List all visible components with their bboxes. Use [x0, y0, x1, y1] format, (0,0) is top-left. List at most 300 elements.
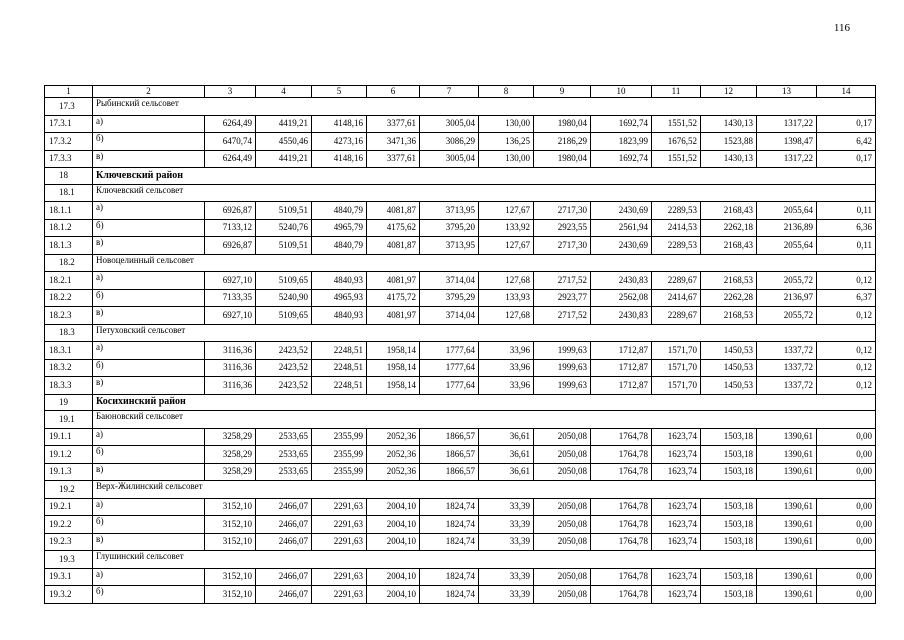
value-cell: 0,12 [817, 272, 876, 290]
value-cell: 1980,04 [534, 115, 591, 133]
value-cell: 4840,79 [312, 237, 367, 255]
value-cell: 1999,63 [534, 342, 591, 360]
value-cell: 4175,72 [367, 289, 420, 307]
value-cell: 5109,65 [256, 272, 312, 290]
value-cell: 2533,65 [256, 428, 312, 446]
value-cell: 33,39 [479, 533, 534, 551]
value-cell: 2717,30 [534, 237, 591, 255]
value-cell: 2291,63 [312, 498, 367, 516]
value-cell: 2355,99 [312, 446, 367, 464]
value-cell: 2289,53 [652, 237, 701, 255]
row-variant-label: б) [93, 446, 205, 464]
value-cell: 2414,67 [652, 289, 701, 307]
header-cell: 7 [420, 86, 479, 98]
value-cell: 36,61 [479, 463, 534, 481]
value-cell: 6,36 [817, 219, 876, 237]
value-cell: 2291,63 [312, 586, 367, 604]
value-cell: 0,17 [817, 115, 876, 133]
value-cell: 0,00 [817, 428, 876, 446]
value-cell: 1764,78 [591, 463, 652, 481]
data-table [44, 85, 876, 604]
subdivision-title: Ключевский сельсовет [93, 184, 876, 202]
value-cell: 5109,65 [256, 307, 312, 325]
value-cell: 7133,12 [205, 219, 256, 237]
value-cell: 1676,52 [652, 133, 701, 151]
value-cell: 2004,10 [367, 586, 420, 604]
value-cell: 3005,04 [420, 115, 479, 133]
value-cell: 0,12 [817, 307, 876, 325]
value-cell: 2291,63 [312, 568, 367, 586]
value-cell: 2291,63 [312, 533, 367, 551]
value-cell: 2050,08 [534, 498, 591, 516]
value-cell: 0,00 [817, 463, 876, 481]
value-cell: 2248,51 [312, 342, 367, 360]
row-id: 17.3.2 [45, 133, 93, 151]
value-cell: 2050,08 [534, 446, 591, 464]
table-row [45, 289, 876, 307]
value-cell: 3377,61 [367, 150, 420, 168]
value-cell: 3116,36 [205, 359, 256, 377]
value-cell: 3005,04 [420, 150, 479, 168]
value-cell: 2923,77 [534, 289, 591, 307]
row-id: 18.2 [45, 254, 93, 272]
value-cell: 5240,76 [256, 219, 312, 237]
subdivision-row [45, 184, 876, 202]
value-cell: 6264,49 [205, 115, 256, 133]
value-cell: 1390,61 [757, 586, 817, 604]
value-cell: 33,96 [479, 342, 534, 360]
value-cell: 1503,18 [701, 533, 757, 551]
value-cell: 2055,64 [757, 237, 817, 255]
value-cell: 2052,36 [367, 463, 420, 481]
value-cell: 2430,83 [591, 272, 652, 290]
value-cell: 2466,07 [256, 516, 312, 534]
subdivision-row [45, 411, 876, 429]
value-cell: 1623,74 [652, 516, 701, 534]
value-cell: 3152,10 [205, 533, 256, 551]
value-cell: 130,00 [479, 115, 534, 133]
value-cell: 1980,04 [534, 150, 591, 168]
table-row [45, 516, 876, 534]
value-cell: 1337,72 [757, 359, 817, 377]
value-cell: 6927,10 [205, 272, 256, 290]
value-cell: 3258,29 [205, 446, 256, 464]
value-cell: 1503,18 [701, 463, 757, 481]
subdivision-title: Новоцелинный сельсовет [93, 254, 876, 272]
row-id: 19.3.2 [45, 586, 93, 604]
value-cell: 4550,46 [256, 133, 312, 151]
row-id: 19.3 [45, 551, 93, 569]
value-cell: 127,67 [479, 202, 534, 220]
value-cell: 2430,69 [591, 237, 652, 255]
value-cell: 0,00 [817, 533, 876, 551]
value-cell: 2466,07 [256, 568, 312, 586]
value-cell: 1764,78 [591, 428, 652, 446]
value-cell: 133,92 [479, 219, 534, 237]
row-id: 18.1.3 [45, 237, 93, 255]
value-cell: 3714,04 [420, 272, 479, 290]
row-variant-label: в) [93, 377, 205, 395]
value-cell: 4965,93 [312, 289, 367, 307]
value-cell: 1824,74 [420, 586, 479, 604]
value-cell: 1866,57 [420, 463, 479, 481]
value-cell: 1999,63 [534, 359, 591, 377]
subdivision-title: Баюновский сельсовет [93, 411, 876, 429]
value-cell: 2168,53 [701, 307, 757, 325]
value-cell: 1958,14 [367, 342, 420, 360]
value-cell: 2430,69 [591, 202, 652, 220]
value-cell: 2050,08 [534, 586, 591, 604]
value-cell: 2004,10 [367, 498, 420, 516]
value-cell: 133,93 [479, 289, 534, 307]
value-cell: 2055,72 [757, 272, 817, 290]
value-cell: 1571,70 [652, 377, 701, 395]
value-cell: 5109,51 [256, 202, 312, 220]
subdivision-row [45, 324, 876, 342]
row-id: 18.3.3 [45, 377, 93, 395]
value-cell: 127,67 [479, 237, 534, 255]
value-cell: 2168,53 [701, 272, 757, 290]
value-cell: 6926,87 [205, 237, 256, 255]
row-variant-label: в) [93, 150, 205, 168]
value-cell: 1390,61 [757, 463, 817, 481]
table-row [45, 359, 876, 377]
value-cell: 2423,52 [256, 359, 312, 377]
value-cell: 0,11 [817, 237, 876, 255]
row-id: 19.1 [45, 411, 93, 429]
row-variant-label: а) [93, 272, 205, 290]
value-cell: 2050,08 [534, 516, 591, 534]
value-cell: 3258,29 [205, 463, 256, 481]
value-cell: 1712,87 [591, 377, 652, 395]
value-cell: 1764,78 [591, 446, 652, 464]
value-cell: 4148,16 [312, 150, 367, 168]
row-id: 19.2.1 [45, 498, 93, 516]
header-cell: 2 [93, 86, 205, 98]
value-cell: 2414,53 [652, 219, 701, 237]
value-cell: 2050,08 [534, 568, 591, 586]
value-cell: 0,00 [817, 516, 876, 534]
value-cell: 2262,18 [701, 219, 757, 237]
value-cell: 33,39 [479, 586, 534, 604]
value-cell: 1337,72 [757, 377, 817, 395]
row-id: 19 [45, 394, 93, 411]
row-variant-label: б) [93, 289, 205, 307]
row-id: 18.1.1 [45, 202, 93, 220]
value-cell: 1390,61 [757, 568, 817, 586]
row-id: 19.1.1 [45, 428, 93, 446]
value-cell: 2289,67 [652, 272, 701, 290]
header-cell: 10 [591, 86, 652, 98]
value-cell: 2289,67 [652, 307, 701, 325]
row-variant-label: а) [93, 342, 205, 360]
table-row [45, 219, 876, 237]
value-cell: 2561,94 [591, 219, 652, 237]
value-cell: 0,12 [817, 342, 876, 360]
value-cell: 33,39 [479, 498, 534, 516]
table-row [45, 568, 876, 586]
value-cell: 1824,74 [420, 498, 479, 516]
page-number: 116 [833, 22, 850, 34]
value-cell: 2466,07 [256, 498, 312, 516]
subdivision-title: Верх-Жилинский сельсовет [93, 481, 876, 499]
value-cell: 1450,53 [701, 377, 757, 395]
table-row [45, 272, 876, 290]
value-cell: 136,25 [479, 133, 534, 151]
value-cell: 2533,65 [256, 446, 312, 464]
district-title: Ключевский район [93, 168, 876, 185]
row-id: 18.1 [45, 184, 93, 202]
value-cell: 3152,10 [205, 516, 256, 534]
row-variant-label: в) [93, 237, 205, 255]
table-row [45, 428, 876, 446]
value-cell: 1390,61 [757, 446, 817, 464]
value-cell: 1503,18 [701, 498, 757, 516]
value-cell: 4081,87 [367, 202, 420, 220]
value-cell: 1571,70 [652, 342, 701, 360]
value-cell: 4273,16 [312, 133, 367, 151]
value-cell: 4419,21 [256, 115, 312, 133]
value-cell: 3152,10 [205, 568, 256, 586]
value-cell: 1777,64 [420, 342, 479, 360]
row-id: 19.1.2 [45, 446, 93, 464]
value-cell: 0,00 [817, 586, 876, 604]
subdivision-row [45, 254, 876, 272]
value-cell: 3713,95 [420, 237, 479, 255]
row-variant-label: б) [93, 133, 205, 151]
value-cell: 1390,61 [757, 428, 817, 446]
value-cell: 1337,72 [757, 342, 817, 360]
value-cell: 1764,78 [591, 586, 652, 604]
value-cell: 1824,74 [420, 516, 479, 534]
value-cell: 1764,78 [591, 516, 652, 534]
value-cell: 2004,10 [367, 516, 420, 534]
value-cell: 1712,87 [591, 359, 652, 377]
header-cell: 3 [205, 86, 256, 98]
table-row [45, 533, 876, 551]
subdivision-row [45, 98, 876, 116]
row-id: 18.2.3 [45, 307, 93, 325]
value-cell: 2423,52 [256, 342, 312, 360]
value-cell: 1623,74 [652, 428, 701, 446]
value-cell: 2055,72 [757, 307, 817, 325]
row-variant-label: б) [93, 586, 205, 604]
row-id: 19.2.2 [45, 516, 93, 534]
table-row [45, 342, 876, 360]
row-variant-label: в) [93, 463, 205, 481]
row-id: 18.1.2 [45, 219, 93, 237]
header-cell: 6 [367, 86, 420, 98]
row-id: 17.3 [45, 98, 93, 116]
value-cell: 4175,62 [367, 219, 420, 237]
value-cell: 1692,74 [591, 150, 652, 168]
value-cell: 2050,08 [534, 428, 591, 446]
value-cell: 3713,95 [420, 202, 479, 220]
value-cell: 2004,10 [367, 568, 420, 586]
value-cell: 3377,61 [367, 115, 420, 133]
value-cell: 3795,20 [420, 219, 479, 237]
value-cell: 1692,74 [591, 115, 652, 133]
value-cell: 1824,74 [420, 568, 479, 586]
value-cell: 36,61 [479, 428, 534, 446]
value-cell: 2430,83 [591, 307, 652, 325]
value-cell: 1430,13 [701, 115, 757, 133]
value-cell: 1390,61 [757, 498, 817, 516]
value-cell: 1712,87 [591, 342, 652, 360]
value-cell: 1503,18 [701, 428, 757, 446]
value-cell: 1764,78 [591, 498, 652, 516]
value-cell: 6,42 [817, 133, 876, 151]
value-cell: 127,68 [479, 272, 534, 290]
value-cell: 2055,64 [757, 202, 817, 220]
value-cell: 2533,65 [256, 463, 312, 481]
value-cell: 1390,61 [757, 516, 817, 534]
value-cell: 2717,30 [534, 202, 591, 220]
header-cell: 8 [479, 86, 534, 98]
value-cell: 1503,18 [701, 516, 757, 534]
value-cell: 3471,36 [367, 133, 420, 151]
row-id: 17.3.1 [45, 115, 93, 133]
value-cell: 2168,43 [701, 202, 757, 220]
value-cell: 2248,51 [312, 377, 367, 395]
value-cell: 1823,99 [591, 133, 652, 151]
value-cell: 0,00 [817, 498, 876, 516]
value-cell: 0,12 [817, 359, 876, 377]
row-variant-label: а) [93, 498, 205, 516]
row-id: 19.3.1 [45, 568, 93, 586]
value-cell: 33,39 [479, 516, 534, 534]
subdivision-title: Глушинский сельсовет [93, 551, 876, 569]
value-cell: 0,00 [817, 568, 876, 586]
value-cell: 4081,87 [367, 237, 420, 255]
value-cell: 2186,29 [534, 133, 591, 151]
value-cell: 1777,64 [420, 377, 479, 395]
value-cell: 4840,93 [312, 272, 367, 290]
row-variant-label: б) [93, 219, 205, 237]
header-row [45, 86, 876, 98]
value-cell: 36,61 [479, 446, 534, 464]
value-cell: 1824,74 [420, 533, 479, 551]
value-cell: 1623,74 [652, 463, 701, 481]
value-cell: 4840,93 [312, 307, 367, 325]
value-cell: 2717,52 [534, 307, 591, 325]
value-cell: 3152,10 [205, 498, 256, 516]
table-row [45, 237, 876, 255]
value-cell: 2423,52 [256, 377, 312, 395]
value-cell: 1764,78 [591, 533, 652, 551]
table-row [45, 115, 876, 133]
header-cell: 12 [701, 86, 757, 98]
value-cell: 3714,04 [420, 307, 479, 325]
value-cell: 1503,18 [701, 446, 757, 464]
row-id: 19.2 [45, 481, 93, 499]
value-cell: 1623,74 [652, 446, 701, 464]
row-id: 18.2.2 [45, 289, 93, 307]
value-cell: 2052,36 [367, 428, 420, 446]
value-cell: 0,11 [817, 202, 876, 220]
header-cell: 11 [652, 86, 701, 98]
header-cell: 9 [534, 86, 591, 98]
value-cell: 2355,99 [312, 428, 367, 446]
value-cell: 1571,70 [652, 359, 701, 377]
value-cell: 130,00 [479, 150, 534, 168]
value-cell: 2052,36 [367, 446, 420, 464]
value-cell: 1623,74 [652, 533, 701, 551]
table-row [45, 150, 876, 168]
value-cell: 1390,61 [757, 533, 817, 551]
value-cell: 2050,08 [534, 533, 591, 551]
header-cell: 1 [45, 86, 93, 98]
row-variant-label: в) [93, 307, 205, 325]
value-cell: 127,68 [479, 307, 534, 325]
value-cell: 4081,97 [367, 272, 420, 290]
row-id: 19.1.3 [45, 463, 93, 481]
subdivision-row [45, 481, 876, 499]
value-cell: 33,96 [479, 359, 534, 377]
value-cell: 33,39 [479, 568, 534, 586]
value-cell: 2562,08 [591, 289, 652, 307]
row-variant-label: а) [93, 428, 205, 446]
row-id: 18.3.2 [45, 359, 93, 377]
header-cell: 13 [757, 86, 817, 98]
row-variant-label: а) [93, 202, 205, 220]
table-row [45, 202, 876, 220]
subdivision-row [45, 551, 876, 569]
value-cell: 5240,90 [256, 289, 312, 307]
row-id: 18.3 [45, 324, 93, 342]
value-cell: 4840,79 [312, 202, 367, 220]
row-variant-label: а) [93, 115, 205, 133]
table-row [45, 133, 876, 151]
value-cell: 33,96 [479, 377, 534, 395]
district-title: Косихинский район [93, 394, 876, 411]
value-cell: 0,12 [817, 377, 876, 395]
value-cell: 1958,14 [367, 377, 420, 395]
value-cell: 2289,53 [652, 202, 701, 220]
value-cell: 2466,07 [256, 533, 312, 551]
table-body [45, 98, 876, 604]
table-row [45, 307, 876, 325]
value-cell: 2248,51 [312, 359, 367, 377]
value-cell: 1623,74 [652, 498, 701, 516]
value-cell: 1551,52 [652, 150, 701, 168]
value-cell: 5109,51 [256, 237, 312, 255]
value-cell: 6927,10 [205, 307, 256, 325]
value-cell: 3795,29 [420, 289, 479, 307]
row-variant-label: а) [93, 568, 205, 586]
table-row [45, 446, 876, 464]
value-cell: 4965,79 [312, 219, 367, 237]
value-cell: 0,00 [817, 446, 876, 464]
value-cell: 4148,16 [312, 115, 367, 133]
value-cell: 1317,22 [757, 115, 817, 133]
value-cell: 1623,74 [652, 586, 701, 604]
row-id: 19.2.3 [45, 533, 93, 551]
value-cell: 2136,97 [757, 289, 817, 307]
value-cell: 1623,74 [652, 568, 701, 586]
row-variant-label: б) [93, 516, 205, 534]
value-cell: 2291,63 [312, 516, 367, 534]
value-cell: 1503,18 [701, 568, 757, 586]
value-cell: 2355,99 [312, 463, 367, 481]
value-cell: 1317,22 [757, 150, 817, 168]
value-cell: 7133,35 [205, 289, 256, 307]
value-cell: 1764,78 [591, 568, 652, 586]
value-cell: 6264,49 [205, 150, 256, 168]
table-row [45, 498, 876, 516]
row-id: 18 [45, 168, 93, 185]
value-cell: 1450,53 [701, 359, 757, 377]
